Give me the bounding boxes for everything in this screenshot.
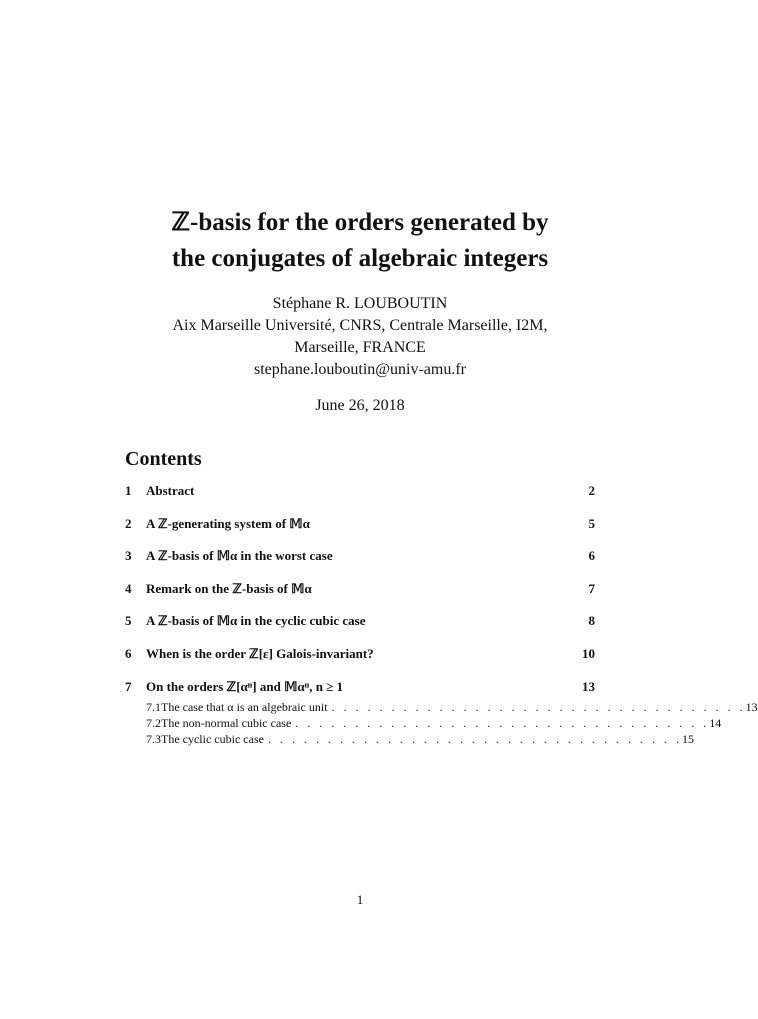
dot-leader: . . . . . . . . . . . . . . . . . . . . . . . . . . . . . . . . . . . — [267, 731, 682, 746]
dot-leader: . . . . . . . . . . . . . . . . . . . . . . . . . . . . . . . . . . . — [331, 699, 746, 714]
paper-title — [0, 205, 720, 277]
paper-date: June 26, 2018 — [315, 397, 405, 414]
toc-entry-3[interactable]: 3 A ℤ-basis of 𝕄α in the worst case 6 — [125, 548, 595, 564]
author-name: Stéphane R. LOUBOUTIN — [272, 295, 448, 312]
toc-entry-2[interactable]: 2 A ℤ-generating system of 𝕄α 5 — [125, 515, 595, 531]
table-of-contents — [125, 481, 758, 747]
toc-entry-6[interactable]: 6 When is the order ℤ[ε] Galois-invariant? 10 — [125, 645, 595, 661]
toc-subentry-7-1[interactable]: 7.1 The case that α is an algebraic unit . . . . . . . . . . . . . . . . . . . . . . . . . . . . . . . . . . . 13 — [146, 699, 758, 714]
contents-heading: Contents — [125, 448, 202, 470]
toc-entry-1[interactable]: 1 Abstract 2 — [125, 483, 595, 498]
title-block — [0, 205, 720, 417]
toc-entry-4[interactable]: 4 Remark on the ℤ-basis of 𝕄α 7 — [125, 580, 595, 596]
page-number: 1 — [356, 892, 364, 907]
title-line-1: ℤ-basis for the orders generated by — [171, 209, 549, 236]
toc-subentry-7-2[interactable]: 7.2 The non-normal cubic case . . . . . . . . . . . . . . . . . . . . . . . . . . . . . . . . . . . 14 — [146, 715, 722, 730]
toc-subentry-7-3[interactable]: 7.3 The cyclic cubic case . . . . . . . . . . . . . . . . . . . . . . . . . . . . . . . . . . . 15 — [146, 731, 694, 746]
author-email[interactable]: stephane.louboutin@univ-amu.fr — [253, 361, 467, 378]
affiliation-line-1: Aix Marseille Université, CNRS, Centrale Marseille, I2M, — [172, 317, 548, 334]
toc-entry-5[interactable]: 5 A ℤ-basis of 𝕄α in the cyclic cubic case 8 — [125, 613, 595, 629]
affiliation-line-2: Marseille, FRANCE — [294, 339, 426, 356]
title-line-2: the conjugates of algebraic integers — [171, 245, 549, 272]
dot-leader: . . . . . . . . . . . . . . . . . . . . . . . . . . . . . . . . . . . — [295, 715, 710, 730]
author-block — [0, 293, 720, 381]
toc-entry-7[interactable]: 7 On the orders ℤ[αⁿ] and 𝕄αⁿ, n ≥ 1 13 — [125, 678, 595, 694]
